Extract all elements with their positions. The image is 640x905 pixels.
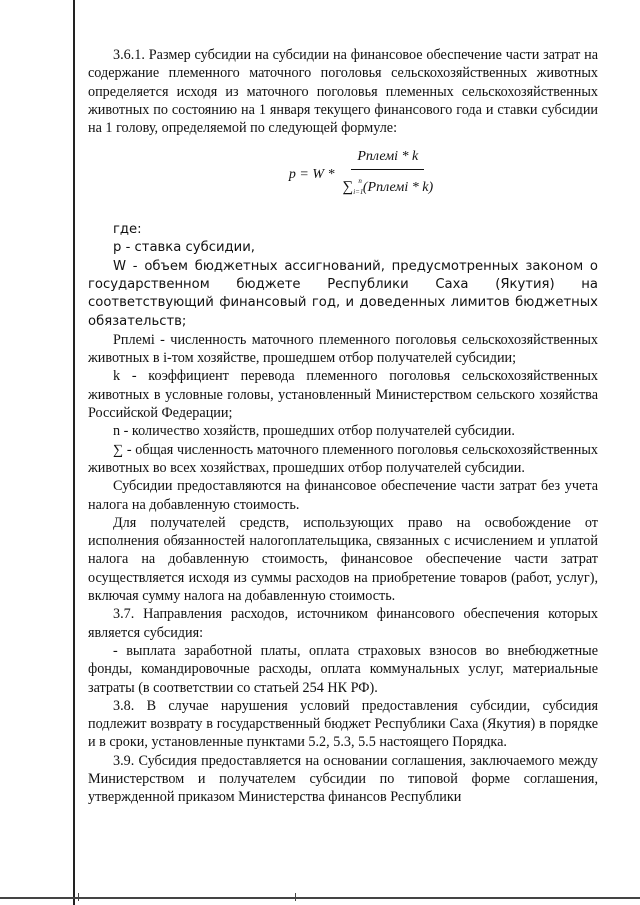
paragraph-3-7-item: - выплата заработной платы, оплата страховых взносов во внебюджетные фонды, командировочные расходы, оплата коммунальных услуг, материальные затраты (в соответствии со статьей 254 НК РФ). (88, 642, 598, 696)
paragraph-3-9: 3.9. Субсидия предоставляется на основании соглашения, заключаемого между Министерством и получателем субсидии по типовой форме соглашения, утвержденной приказом Министерства финансов Республики (88, 752, 598, 806)
definition-w: W - объем бюджетных ассигнований, предусмотренных законом о государственном бюджете Республики Саха (Якутия) на соответствующий финансовый год, и доведенных лимитов бюджетных обязательств; (88, 258, 598, 329)
paragraph-3-8: 3.8. В случае нарушения условий предоставления субсидии, субсидия подлежит возврату в государственный бюджет Республики Саха (Якутия) в порядке и в сроки, установленные пунктами 5.2, 5.3, 5.5 настоящего Порядка. (88, 697, 598, 751)
formula-numerator: Pплемi * k (351, 148, 424, 169)
definition-k: k - коэффициент перевода племенного поголовья сельскохозяйственных животных в условные головы, установленный Министерством сельского хозяйства Российской Федерации; (88, 368, 598, 422)
formula-denominator (339, 170, 438, 201)
sum-symbol: ∑ (342, 178, 354, 195)
left-margin-rule (73, 0, 75, 905)
formula-lhs: p = W * (288, 166, 335, 182)
sum-lower-limit: i=1 (353, 187, 364, 196)
formula-fraction (339, 148, 438, 201)
bottom-edge-rule (0, 897, 640, 899)
paragraph-vat-exempt: Для получателей средств, использующих право на освобождение от исполнения обязанностей налогоплательщика, связанных с исчислением и уплатой налога на добавленную стоимость, финансовое обеспечение части затрат осуществляется исходя из суммы расходов на приобретение товаров (работ, услуг), включая сумму налога на добавленную стоимость. (88, 514, 598, 605)
definition-pplem: Pплемi - численность маточного племенного поголовья сельскохозяйственных животных в i-том хозяйстве, прошедшем отбор получателей субсидии; (88, 331, 598, 367)
definition-n: n - количество хозяйств, прошедших отбор получателей субсидии. (113, 423, 515, 440)
document-page (88, 46, 598, 807)
bottom-tick-mark (295, 893, 296, 901)
subsidy-rate-formula (128, 148, 598, 201)
definitions-heading: где: (113, 222, 142, 238)
paragraph-3-7: 3.7. Направления расходов, источником финансового обеспечения которых является субсидия: (88, 606, 598, 641)
denominator-body: (Pплемi * k) (362, 179, 434, 195)
paragraph-3-6-1: 3.6.1. Размер субсидии на субсидии на финансовое обеспечение части затрат на содержание племенного маточного поголовья сельскохозяйственных животных определяется исходя из маточного поголовья племенных сельскохозяйственных животных по состоянию на 1 января текущего финансового года и ставки субсидии на 1 голову, определяемой по следующей формуле: (88, 47, 598, 137)
sum-upper-limit: n (358, 176, 362, 185)
paragraph-vat-exclusion: Субсидии предоставляются на финансовое обеспечение части затрат без учета налога на добавленную стоимость. (88, 478, 598, 513)
definition-sum: ∑ - общая численность маточного племенного поголовья сельскохозяйственных животных во всех хозяйствах, прошедших отбор получателей субсидии. (88, 441, 598, 476)
definitions-block (88, 221, 598, 331)
bottom-tick-mark (78, 893, 79, 901)
definition-p: p - ставка субсидии, (113, 240, 255, 256)
